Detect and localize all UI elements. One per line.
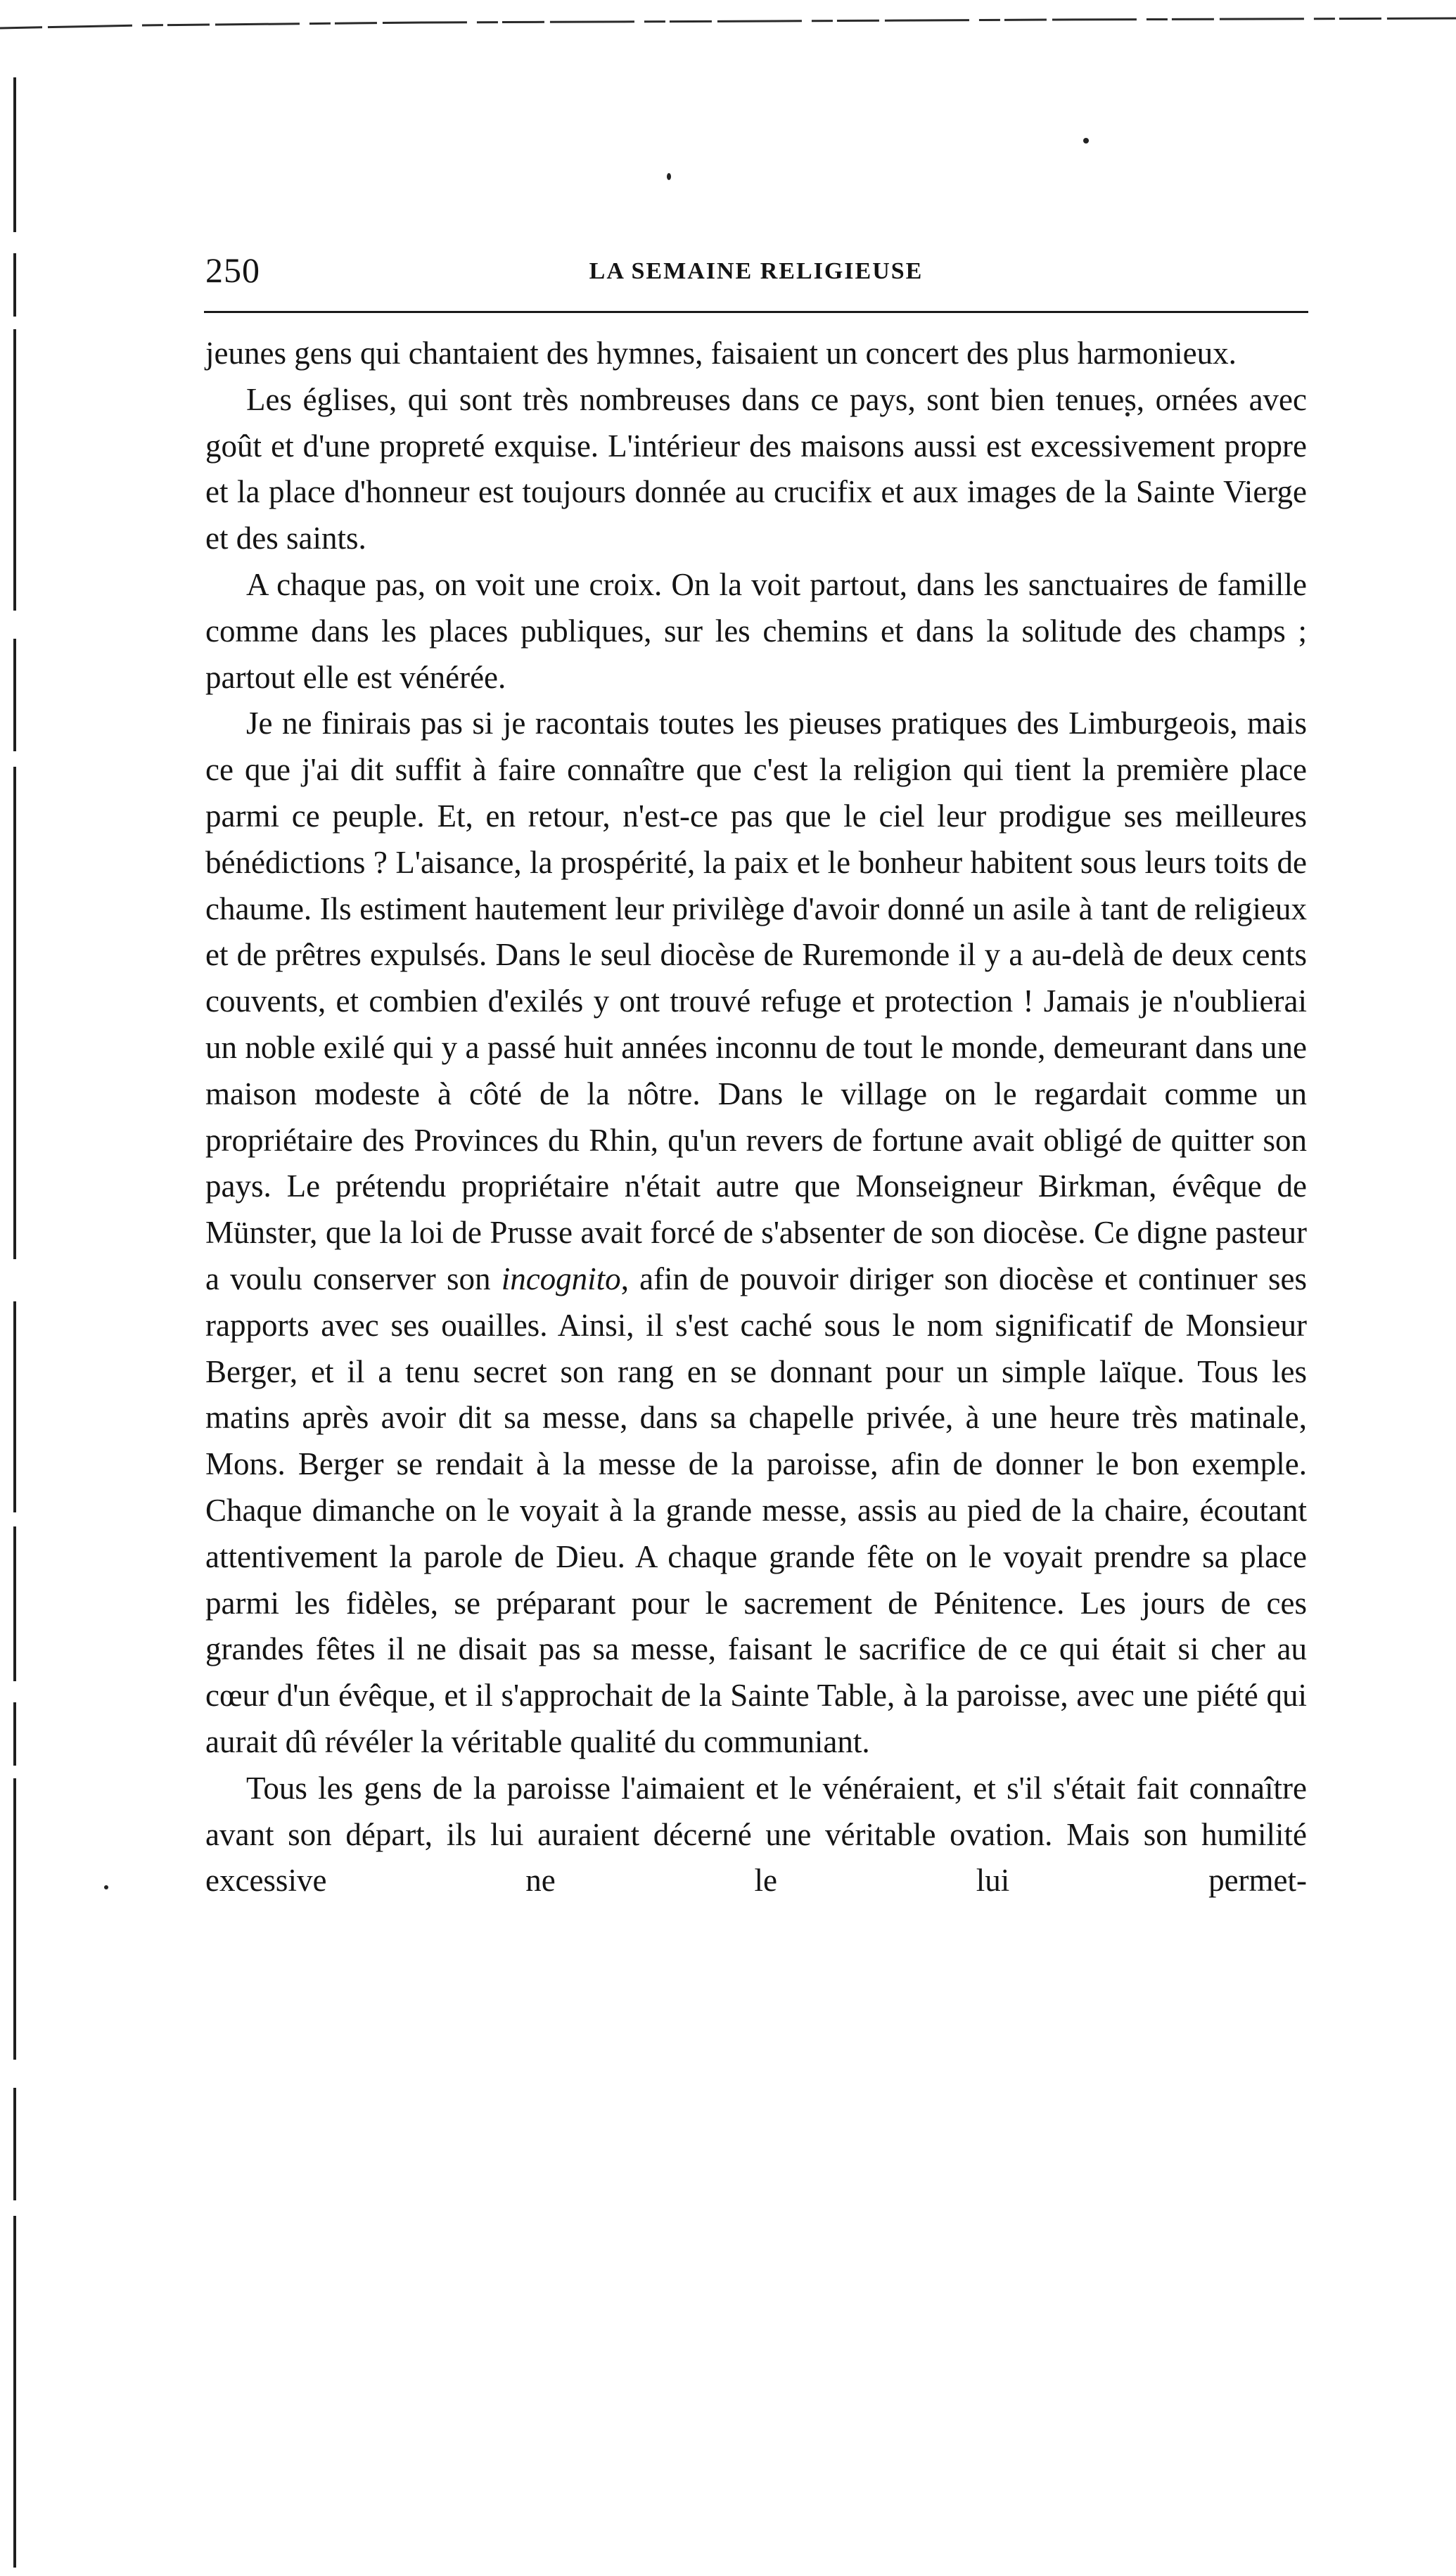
paragraph-text: , afin de pouvoir diriger son diocèse et continuer ses rapports avec ses ouailles. Ainsi, il s'est caché sous le nom significatif de Monsieur Berger, et il a tenu secret son rang en se donnant pour un simple laïque. Tous les matins après avoir dit sa messe, dans sa chapelle privée, à une heure très matinale, Mons. Berger se rendait à la messe de la paroisse, afin de donner le bon exemple. Chaque dimanche on le voyait à la grande messe, assis au pied de la chaire, écoutant attentivement la parole de Dieu. A chaque grande fête on le voyait prendre sa place parmi les fidèles, se préparant pour le sacrement de Pénitence. Les jours de ces grandes fêtes il ne disait pas sa messe, faisant le sacrifice de ce qui était si cher au cœur d'un évêque, et il s'approchait de la Sainte Table, à la paroisse, avec une piété qui aurait dû révéler la véritable qualité du communiant. bbox=[205, 1261, 1307, 1759]
paragraph-text: Je ne finirais pas si je racontais toutes les pieuses pratiques des Limburgeois, mais ce que j'ai dit suffit à faire connaître que c'est la religion qui tient la première place parmi ce peuple. Et, en retour, n'est-ce pas que le ciel leur prodigue ses meilleures bénédictions ? L'aisance, la prospérité, la paix et le bonheur habitent sous leurs toits de chaume. Ils estiment hautement leur privilège d'avoir donné un asile à tant de religieux et de prêtres expulsés. Dans le seul diocèse de Ruremonde il y a au-delà de deux cents couvents, et combien d'exilés y ont trouvé refuge et protection ! Jamais je n'oublierai un noble exilé qui y a passé huit années inconnu de tout le monde, demeurant dans une maison modeste à côté de la nôtre. Dans le village on le regardait comme un propriétaire des Provinces du Rhin, qu'un revers de fortune avait obligé de quitter son pays. Le prétendu propriétaire n'était autre que Monseigneur Birkman, évêque de Münster, que la loi de Prusse avait forcé de s'absenter de son diocèse. Ce digne pasteur a voulu conserver son bbox=[205, 706, 1307, 1296]
paragraph: Les églises, qui sont très nombreuses dans ce pays, sont bien tenues, ornées avec goût et d'une propreté exquise. L'intérieur des maisons aussi est excessivement propre et la place d'honneur est toujours donnée au crucifix et aux images de la Sainte Vierge et des saints. bbox=[205, 381, 1307, 556]
paragraph: A chaque pas, on voit une croix. On la voit partout, dans les sanctuaires de famille comme dans les places publiques, sur les chemins et dans la solitude des champs ; partout elle est vénérée. bbox=[205, 566, 1307, 695]
paragraph: Tous les gens de la paroisse l'aimaient et le vénéraient, et s'il s'était fait connaître avant son départ, ils lui auraient décerné une véritable ovation. Mais son humilité excessive ne le lui permet- bbox=[205, 1770, 1307, 1899]
running-title: LA SEMAINE RELIGIEUSE bbox=[589, 258, 924, 284]
scan-left-edge bbox=[6, 77, 24, 2568]
paragraph bbox=[205, 701, 1307, 1765]
header-rule bbox=[204, 311, 1308, 313]
italic-text: incognito bbox=[501, 1261, 621, 1296]
paragraph: jeunes gens qui chantaient des hymnes, faisaient un concert des plus harmonieux. bbox=[205, 336, 1237, 371]
scan-speck bbox=[1083, 138, 1089, 144]
scan-speck bbox=[104, 1885, 108, 1889]
page-header bbox=[205, 248, 1307, 293]
scan-top-edge bbox=[0, 15, 1456, 37]
page-number: 250 bbox=[205, 250, 260, 290]
scan-speck bbox=[667, 173, 671, 180]
body-text bbox=[205, 331, 1307, 1904]
